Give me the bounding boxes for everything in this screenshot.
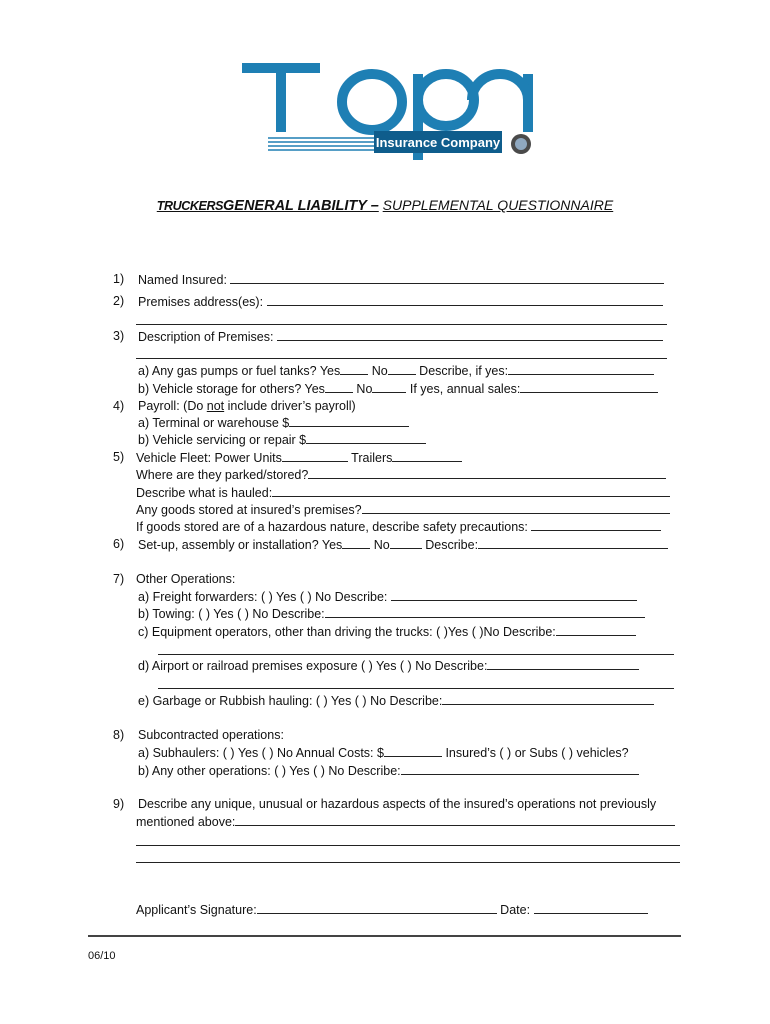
q4-number: 4) <box>113 399 125 413</box>
q4b-field[interactable] <box>306 432 426 444</box>
q3-label: Description of Premises: <box>138 329 663 345</box>
q3a-describe-field[interactable] <box>508 363 654 375</box>
q7b-describe-field[interactable] <box>325 606 645 618</box>
q9-label: Describe any unique, unusual or hazardous aspects of the insured’s operations not previously <box>138 797 657 811</box>
q4a-line: a) Terminal or warehouse $ <box>138 415 409 431</box>
q7c-line: c) Equipment operators, other than driving the trucks: ( )Yes ( )No Describe: <box>138 624 636 640</box>
form-code: 06/10 <box>88 950 116 962</box>
q7-number: 7) <box>113 572 125 586</box>
q3-number: 3) <box>113 329 125 343</box>
q4b-line: b) Vehicle servicing or repair $ <box>138 432 426 448</box>
q5-parked-line: Where are they parked/stored? <box>136 467 666 483</box>
q5-hauled-line: Describe what is hauled: <box>136 485 670 501</box>
title-general-liability: GENERAL LIABILITY – <box>223 198 379 214</box>
q9-describe-field-2[interactable] <box>136 845 680 846</box>
q3b-sales-field[interactable] <box>520 381 658 393</box>
q9-label-2: mentioned above: <box>136 814 675 830</box>
q9-describe-field-3[interactable] <box>136 862 680 863</box>
q7e-describe-field[interactable] <box>442 693 654 705</box>
q5-hazard-line: If goods stored are of a hazardous nature, describe safety precautions: <box>136 519 661 535</box>
q7a-line: a) Freight forwarders: ( ) Yes ( ) No Describe: <box>138 589 637 605</box>
q6-label: Set-up, assembly or installation? Yes No Describe: <box>138 537 668 553</box>
q7d-line: d) Airport or railroad premises exposure ( ) Yes ( ) No Describe: <box>138 658 639 674</box>
hauled-field[interactable] <box>272 485 670 497</box>
q6-yes-field[interactable] <box>342 537 370 549</box>
q1-label: Named Insured: <box>138 272 664 288</box>
premises-description-field-2[interactable] <box>136 358 667 359</box>
trailers-field[interactable] <box>392 450 462 462</box>
q7-label: Other Operations: <box>136 572 236 586</box>
q3b-no-field[interactable] <box>372 381 406 393</box>
q8b-line: b) Any other operations: ( ) Yes ( ) No Describe: <box>138 763 639 779</box>
q8b-describe-field[interactable] <box>401 763 639 775</box>
q6-number: 6) <box>113 537 125 551</box>
q2-number: 2) <box>113 294 125 308</box>
signature-line: Applicant’s Signature: Date: <box>136 902 648 918</box>
q3b-yes-field[interactable] <box>325 381 353 393</box>
premises-address-field[interactable] <box>267 294 663 306</box>
q5-number: 5) <box>113 450 125 464</box>
q7a-describe-field[interactable] <box>391 589 637 601</box>
power-units-field[interactable] <box>282 450 348 462</box>
title-truckers: TRUCKERS <box>156 199 224 213</box>
annual-costs-field[interactable] <box>384 745 442 757</box>
q7d-describe-field-2[interactable] <box>158 688 674 689</box>
signature-field[interactable] <box>257 902 497 914</box>
title-supplemental: SUPPLEMENTAL QUESTIONNAIRE <box>382 197 614 213</box>
q4a-field[interactable] <box>289 415 409 427</box>
q8-number: 8) <box>113 728 125 742</box>
hazard-field[interactable] <box>531 519 661 531</box>
premises-description-field[interactable] <box>277 329 663 341</box>
q3a-no-field[interactable] <box>388 363 416 375</box>
logo-tagline: Insurance Company <box>375 135 501 150</box>
q9-number: 9) <box>113 797 125 811</box>
premises-address-field-2[interactable] <box>136 324 667 325</box>
stored-field[interactable] <box>362 502 670 514</box>
q6-describe-field[interactable] <box>478 537 668 549</box>
q5-stored-line: Any goods stored at insured’s premises? <box>136 502 670 518</box>
q3a-yes-field[interactable] <box>340 363 368 375</box>
q7c-describe-field[interactable] <box>556 624 636 636</box>
date-field[interactable] <box>534 902 648 914</box>
q7e-line: e) Garbage or Rubbish hauling: ( ) Yes ( ) No Describe: <box>138 693 654 709</box>
q4-label: Payroll: (Do not include driver’s payroll) <box>138 399 356 413</box>
q7b-line: b) Towing: ( ) Yes ( ) No Describe: <box>138 606 645 622</box>
topa-logo <box>238 58 538 162</box>
q5-label: Vehicle Fleet: Power Units Trailers <box>136 450 462 466</box>
q3b-line: b) Vehicle storage for others? Yes No If yes, annual sales: <box>138 381 658 397</box>
footer-rule <box>88 935 681 937</box>
q8a-line: a) Subhaulers: ( ) Yes ( ) No Annual Costs: $ Insured’s ( ) or Subs ( ) vehicles? <box>138 746 629 760</box>
q3a-line: a) Any gas pumps or fuel tanks? Yes No Describe, if yes: <box>138 363 654 379</box>
q7d-describe-field[interactable] <box>487 658 639 670</box>
page-title <box>0 197 770 214</box>
q7c-describe-field-2[interactable] <box>158 654 674 655</box>
q1-number: 1) <box>113 272 125 286</box>
q9-describe-field[interactable] <box>235 814 675 826</box>
parked-field[interactable] <box>308 467 666 479</box>
named-insured-field[interactable] <box>230 272 664 284</box>
q2-label: Premises address(es): <box>138 294 663 310</box>
q8-label: Subcontracted operations: <box>138 728 284 742</box>
q6-no-field[interactable] <box>390 537 422 549</box>
